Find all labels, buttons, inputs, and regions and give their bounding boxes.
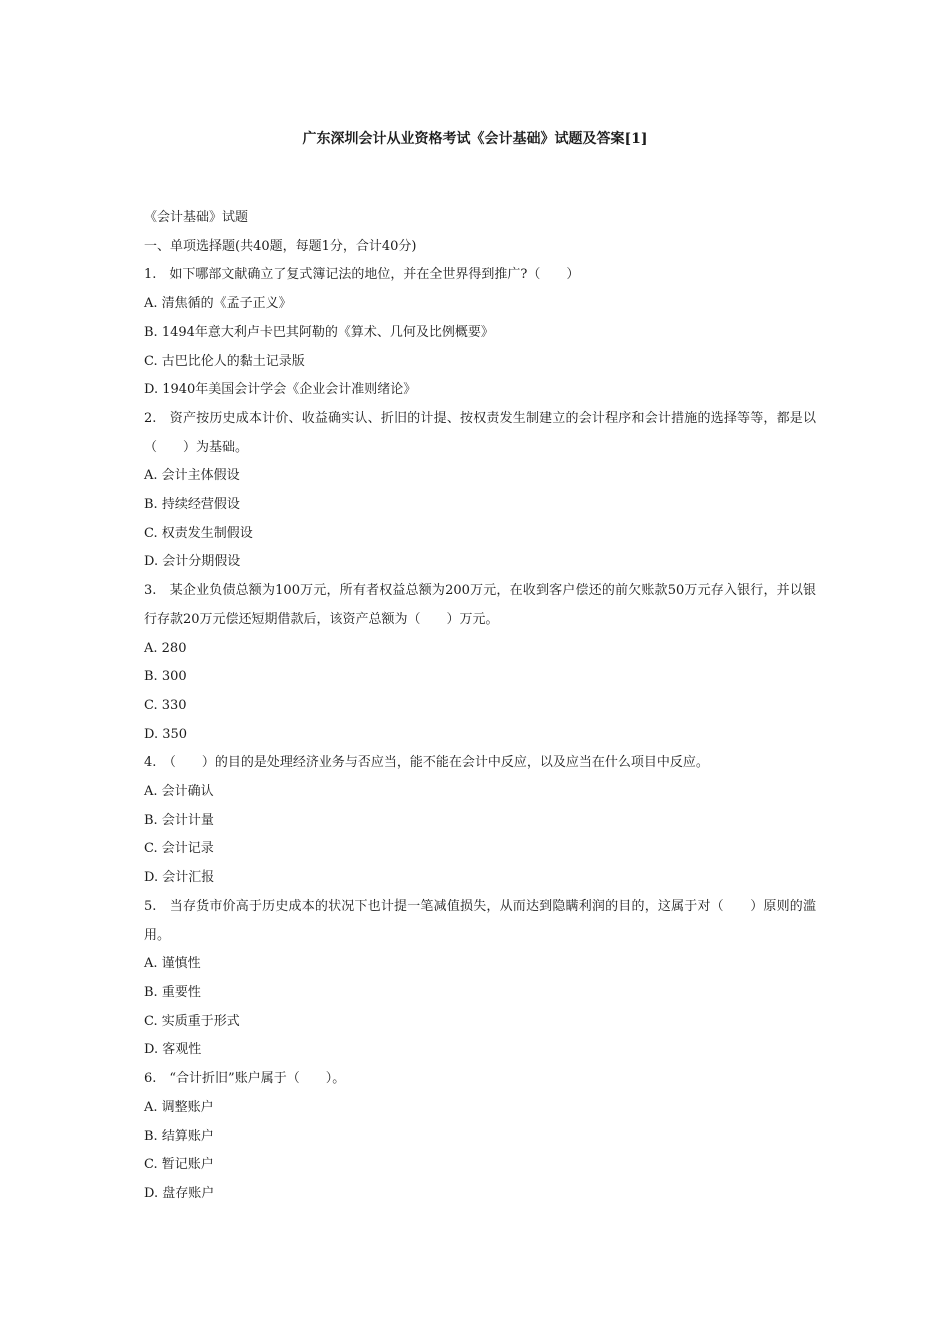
option-b: B. 会计计量	[144, 812, 214, 828]
question-text: 2. 资产按历史成本计价、收益确实认、折旧的计提、按权责发生制建立的会计程序和会计措施的选择等等，都是以（ ）为基础。	[144, 410, 816, 455]
document-body	[144, 204, 816, 1209]
exam-subtitle: 《会计基础》试题	[144, 210, 249, 225]
option-d: D. 1940年美国会计学会《企业会计准则绪论》	[144, 382, 417, 398]
question-6	[144, 1065, 816, 1209]
option-b: B. 重要性	[144, 984, 201, 1000]
question-text: 5. 当存货市价高于历史成本的状况下也计提一笔减值损失，从而达到隐瞒利润的目的，这属于对（ ）原则的滥用。	[144, 898, 816, 943]
option-c: C. 权责发生制假设	[144, 525, 253, 541]
question-text: 4. （ ）的目的是处理经济业务与否应当，能不能在会计中反应，以及应当在什么项目中反应。	[144, 755, 709, 771]
question-text: 6. “合计折旧”账户属于（ ）。	[144, 1071, 346, 1087]
option-b: B. 1494年意大利卢卡巴其阿勒的《算术、几何及比例概要》	[144, 324, 494, 340]
option-c: C. 古巴比伦人的黏土记录版	[144, 353, 305, 369]
question-5	[144, 893, 816, 1065]
option-c: C. 330	[144, 697, 187, 713]
option-a: A. 会计主体假设	[144, 468, 240, 484]
option-c: C. 暂记账户	[144, 1157, 214, 1173]
option-a: A. 280	[144, 640, 187, 656]
option-c: C. 会计记录	[144, 841, 214, 857]
option-b: B. 结算账户	[144, 1128, 214, 1144]
option-a: A. 谨慎性	[144, 956, 201, 972]
option-a: A. 会计确认	[144, 784, 214, 800]
option-c: C. 实质重于形式	[144, 1013, 240, 1029]
document-title: 广东深圳会计从业资格考试《会计基础》试题及答案[1]	[302, 131, 648, 147]
option-d: D. 盘存账户	[144, 1185, 215, 1201]
question-2	[144, 405, 816, 577]
option-b: B. 300	[144, 669, 187, 685]
question-4	[144, 749, 816, 893]
question-text: 3. 某企业负债总额为100万元，所有者权益总额为200万元，在收到客户偿还的前欠账款50万元存入银行，并以银行存款20万元偿还短期借款后，该资产总额为（ ）万元。	[144, 583, 816, 627]
option-d: D. 350	[144, 726, 188, 742]
option-a: A. 调整账户	[144, 1099, 214, 1115]
question-text: 1. 如下哪部文献确立了复式簿记法的地位，并在全世界得到推广?（ ）	[144, 267, 580, 283]
question-3	[144, 577, 816, 749]
option-d: D. 客观性	[144, 1042, 202, 1058]
option-b: B. 持续经营假设	[144, 497, 240, 513]
option-a: A. 清焦循的《孟子正义》	[144, 296, 292, 312]
option-d: D. 会计汇报	[144, 870, 215, 886]
option-d: D. 会计分期假设	[144, 554, 241, 570]
section-heading: 一、单项选择题(共40题，每题1分，合计40分)	[144, 238, 417, 254]
question-1	[144, 261, 816, 405]
